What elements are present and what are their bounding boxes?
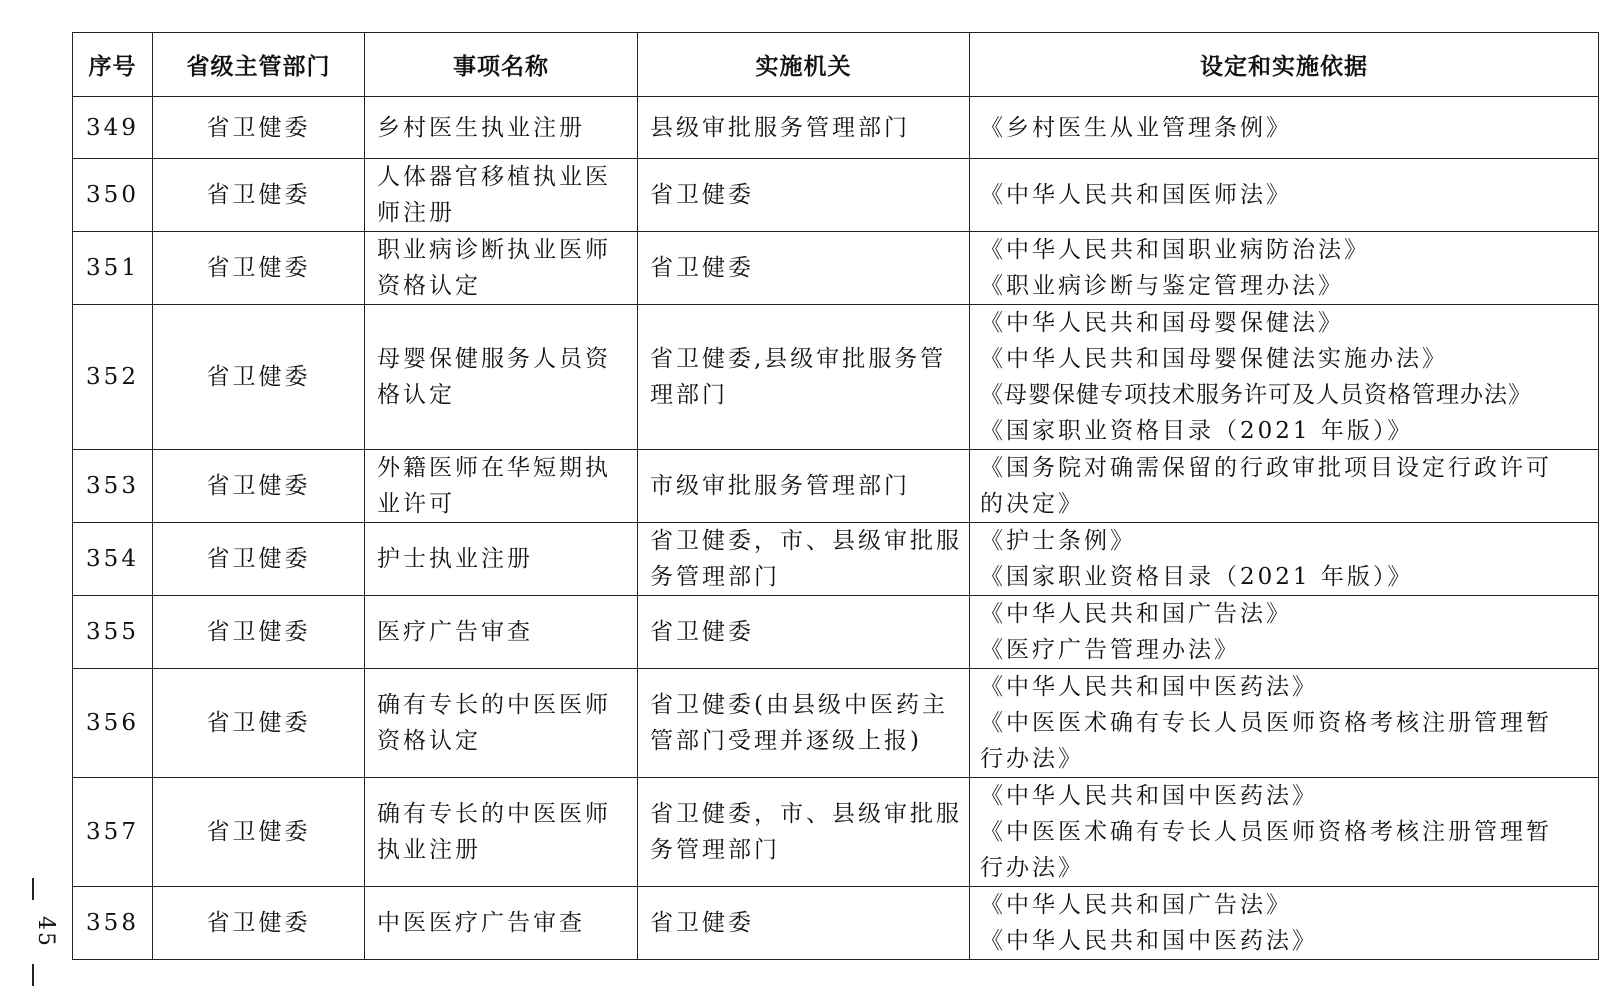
agency-cell (638, 305, 970, 450)
item-name-line: 人体器官移植执业医 (377, 164, 611, 190)
serial-number-cell: 354 (73, 523, 153, 596)
basis-line: 《中华人民共和国医师法》 (980, 182, 1292, 208)
basis-line: 《中医医术确有专长人员医师资格考核注册管理暂 (980, 710, 1552, 736)
item-name-line: 乡村医生执业注册 (377, 114, 585, 141)
department-cell: 省卫健委 (153, 97, 365, 159)
agency-line: 务管理部门 (650, 564, 780, 590)
basis-line: 《护士条例》 (980, 528, 1136, 554)
agency-line: 省卫健委 (650, 619, 754, 645)
basis-cell (970, 778, 1599, 887)
item-name-cell (365, 596, 638, 669)
agency-line: 管部门受理并逐级上报) (650, 728, 922, 754)
department-cell: 省卫健委 (153, 305, 365, 450)
serial-number-cell: 353 (73, 450, 153, 523)
item-name-line: 格认定 (377, 382, 455, 408)
table-row (73, 778, 1599, 887)
serial-number-cell: 352 (73, 305, 153, 450)
item-name-cell (365, 669, 638, 778)
basis-line: 《中华人民共和国母婴保健法实施办法》 (980, 346, 1448, 372)
item-name-cell (365, 887, 638, 960)
item-name-line: 师注册 (377, 200, 455, 226)
basis-line: 《中华人民共和国中医药法》 (980, 928, 1318, 954)
basis-line: 《中医医术确有专长人员医师资格考核注册管理暂 (980, 819, 1552, 845)
department-cell: 省卫健委 (153, 523, 365, 596)
serial-number-cell: 355 (73, 596, 153, 669)
department-cell: 省卫健委 (153, 596, 365, 669)
agency-line: 省卫健委 (650, 910, 754, 936)
approval-items-table (72, 32, 1599, 960)
agency-line: 省卫健委，市、县级审批服 (650, 528, 962, 554)
item-name-cell (365, 778, 638, 887)
basis-line: 《中华人民共和国中医药法》 (980, 783, 1318, 809)
basis-cell (970, 232, 1599, 305)
item-name-cell (365, 232, 638, 305)
agency-cell (638, 669, 970, 778)
item-name-cell (365, 97, 638, 159)
agency-cell (638, 450, 970, 523)
basis-line: 《母婴保健专项技术服务许可及人员资格管理办法》 (980, 382, 1532, 408)
item-name-line: 护士执业注册 (377, 546, 533, 572)
header-item-name: 事项名称 (365, 33, 638, 97)
department-cell: 省卫健委 (153, 669, 365, 778)
department-cell: 省卫健委 (153, 450, 365, 523)
item-name-cell (365, 305, 638, 450)
basis-line: 《中华人民共和国广告法》 (980, 892, 1292, 918)
agency-line: 务管理部门 (650, 837, 780, 863)
basis-cell (970, 887, 1599, 960)
agency-line: 省卫健委 (650, 182, 754, 208)
item-name-cell (365, 159, 638, 232)
table-row (73, 305, 1599, 450)
basis-line: 《中华人民共和国中医药法》 (980, 674, 1318, 700)
table-row (73, 450, 1599, 523)
basis-line: 《职业病诊断与鉴定管理办法》 (980, 273, 1344, 299)
header-implementing-agency: 实施机关 (638, 33, 970, 97)
basis-line: 行办法》 (980, 746, 1084, 772)
basis-cell (970, 523, 1599, 596)
page-number-value: 45 (33, 916, 58, 948)
item-name-line: 母婴保健服务人员资 (377, 346, 611, 372)
item-name-cell (365, 450, 638, 523)
table-row (73, 232, 1599, 305)
basis-cell (970, 97, 1599, 159)
agency-cell (638, 887, 970, 960)
item-name-line: 外籍医师在华短期执 (377, 455, 611, 481)
table-row (73, 669, 1599, 778)
page-number-dash-top (32, 878, 34, 900)
basis-cell (970, 305, 1599, 450)
basis-cell (970, 159, 1599, 232)
department-cell: 省卫健委 (153, 778, 365, 887)
agency-cell (638, 596, 970, 669)
agency-line: 市级审批服务管理部门 (650, 473, 910, 499)
agency-cell (638, 232, 970, 305)
agency-cell (638, 778, 970, 887)
basis-line: 《中华人民共和国广告法》 (980, 601, 1292, 627)
agency-line: 省卫健委(由县级中医药主 (650, 692, 948, 718)
serial-number-cell: 358 (73, 887, 153, 960)
page-number-dash-bottom (32, 964, 34, 986)
item-name-line: 业许可 (377, 491, 455, 517)
table-row (73, 97, 1599, 159)
item-name-line: 资格认定 (377, 728, 481, 754)
basis-line: 《乡村医生从业管理条例》 (980, 114, 1292, 141)
item-name-line: 确有专长的中医医师 (377, 692, 611, 718)
serial-number-cell: 357 (73, 778, 153, 887)
department-cell: 省卫健委 (153, 232, 365, 305)
table-row (73, 887, 1599, 960)
agency-line: 县级审批服务管理部门 (650, 114, 910, 141)
department-cell: 省卫健委 (153, 159, 365, 232)
basis-cell (970, 669, 1599, 778)
header-serial-number: 序号 (73, 33, 153, 97)
table-row (73, 523, 1599, 596)
agency-line: 省卫健委 (650, 255, 754, 281)
table-row (73, 159, 1599, 232)
basis-line: 《中华人民共和国母婴保健法》 (980, 310, 1344, 336)
agency-cell (638, 97, 970, 159)
agency-cell (638, 159, 970, 232)
agency-cell (638, 523, 970, 596)
basis-cell (970, 450, 1599, 523)
item-name-line: 医疗广告审查 (377, 619, 533, 645)
item-name-line: 职业病诊断执业医师 (377, 237, 611, 263)
item-name-line: 确有专长的中医医师 (377, 801, 611, 827)
basis-line: 《国务院对确需保留的行政审批项目设定行政许可 (980, 455, 1552, 481)
agency-line: 省卫健委，市、县级审批服 (650, 801, 962, 827)
agency-line: 省卫健委,县级审批服务管 (650, 346, 947, 372)
table-header-row (73, 33, 1599, 97)
serial-number-cell: 349 (73, 97, 153, 159)
serial-number-cell: 351 (73, 232, 153, 305)
item-name-line: 中医医疗广告审查 (377, 910, 585, 936)
table-row (73, 596, 1599, 669)
serial-number-cell: 356 (73, 669, 153, 778)
header-legal-basis: 设定和实施依据 (970, 33, 1599, 97)
header-provincial-department: 省级主管部门 (153, 33, 365, 97)
department-cell: 省卫健委 (153, 887, 365, 960)
agency-line: 理部门 (650, 382, 728, 408)
item-name-line: 资格认定 (377, 273, 481, 299)
table-body (73, 97, 1599, 960)
serial-number-cell: 350 (73, 159, 153, 232)
item-name-line: 执业注册 (377, 837, 481, 863)
basis-line: 《医疗广告管理办法》 (980, 637, 1240, 663)
basis-line: 《国家职业资格目录（2021 年版）》 (980, 564, 1414, 590)
page-number (18, 878, 58, 988)
item-name-cell (365, 523, 638, 596)
basis-line: 《国家职业资格目录（2021 年版）》 (980, 418, 1414, 444)
basis-cell (970, 596, 1599, 669)
basis-line: 行办法》 (980, 855, 1084, 881)
basis-line: 的决定》 (980, 491, 1084, 517)
basis-line: 《中华人民共和国职业病防治法》 (980, 237, 1370, 263)
